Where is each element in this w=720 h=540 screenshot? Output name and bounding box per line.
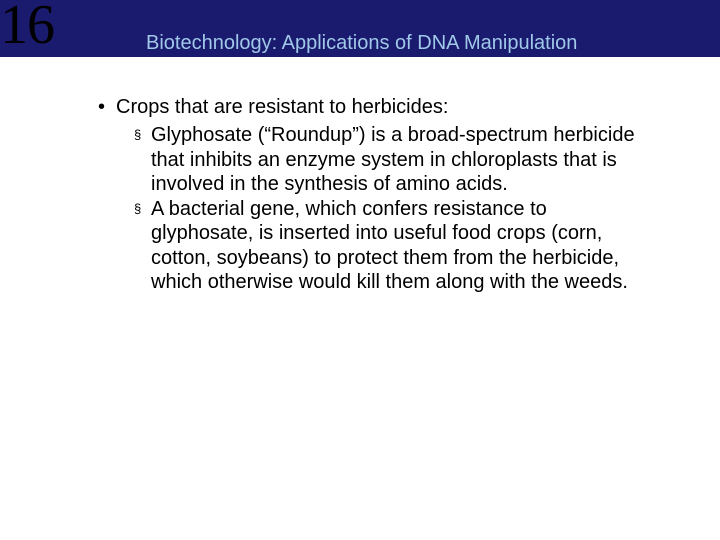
bullet-point: [98, 95, 678, 119]
bullet-marker: •: [98, 96, 106, 118]
sub-bullet-marker: §: [134, 200, 142, 216]
sub-bullet-list: [134, 123, 678, 295]
sub-bullet-marker: §: [134, 127, 142, 142]
slide-content: [98, 95, 678, 295]
sub-bullet-point: [134, 197, 678, 295]
sub-bullet-text: A bacterial gene, which confers resistance to glyphosate, is inserted into useful food crops (corn, cotton, soybeans) to protect them from the herbicide, which otherwise would kill them along with the weeds.: [151, 197, 628, 293]
chapter-number: 16: [0, 0, 54, 56]
sub-bullet-point: [134, 123, 678, 197]
sub-bullet-text: Glyphosate (“Roundup”) is a broad-spectrum herbicide that inhibits an enzyme system in chloroplasts that is involved in the synthesis of amino acids.: [151, 124, 635, 195]
bullet-text: Crops that are resistant to herbicides:: [116, 96, 449, 118]
slide-title: Biotechnology: Applications of DNA Manipulation: [146, 32, 578, 54]
